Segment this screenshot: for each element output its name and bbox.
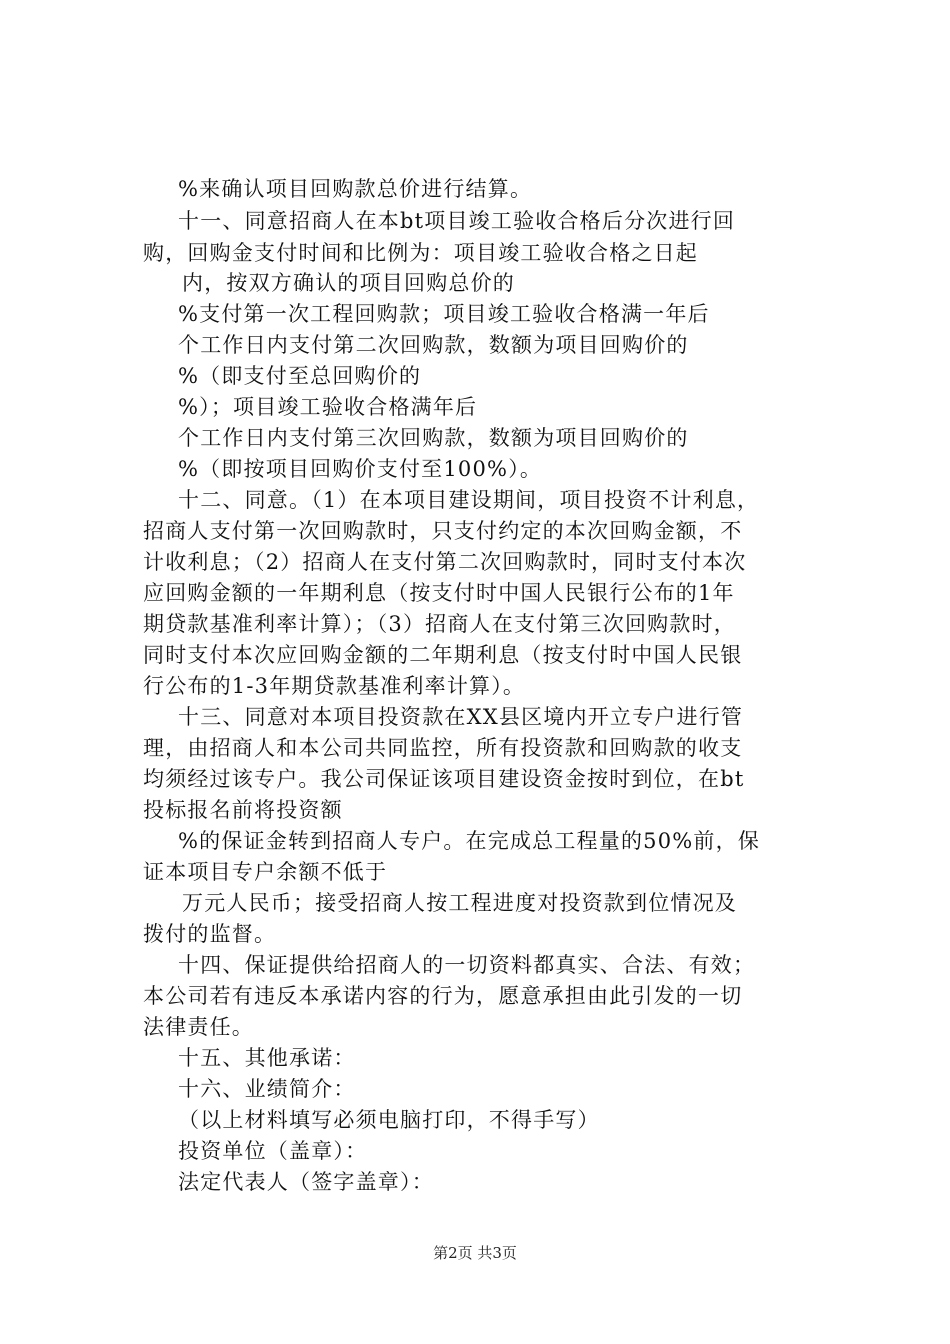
text-line: 招商人支付第一次回购款时，只支付约定的本次回购金额，不	[143, 519, 743, 543]
text-line: 十三、同意对本项目投资款在XX县区境内开立专户进行管	[178, 705, 744, 729]
text-line: %支付第一次工程回购款；项目竣工验收合格满一年后	[178, 302, 710, 326]
text-line: 均须经过该专户。我公司保证该项目建设资金按时到位，在bt	[143, 767, 745, 791]
text-line: 同时支付本次应回购金额的二年期利息（按支付时中国人民银	[143, 643, 743, 667]
text-line: 个工作日内支付第二次回购款，数额为项目回购价的	[178, 333, 689, 357]
text-line: 个工作日内支付第三次回购款，数额为项目回购价的	[178, 426, 689, 450]
text-line: 法律责任。	[143, 1015, 254, 1039]
text-line: 购，回购金支付时间和比例为：项目竣工验收合格之日起	[143, 241, 698, 265]
text-line: 期贷款基准利率计算）；（3）招商人在支付第三次回购款时，	[143, 612, 736, 636]
text-line: 十二、同意。（1）在本项目建设期间，项目投资不计利息，	[178, 488, 760, 512]
text-line: 拨付的监督。	[143, 922, 277, 946]
text-line: %（即支付至总回购价的	[178, 364, 422, 388]
text-line: 理，由招商人和本公司共同监控，所有投资款和回购款的收支	[143, 736, 743, 760]
text-line: 内，按双方确认的项目回购总价的	[182, 271, 515, 295]
text-line: 法定代表人（签字盖章）：	[178, 1170, 434, 1194]
text-line: 本公司若有违反本承诺内容的行为，愿意承担由此引发的一切	[143, 984, 743, 1008]
text-line: 十一、同意招商人在本bt项目竣工验收合格后分次进行回	[178, 209, 736, 233]
text-line: 行公布的1-3年期贷款基准利率计算）。	[143, 674, 526, 698]
text-line: 应回购金额的一年期利息（按支付时中国人民银行公布的1年	[143, 581, 735, 605]
text-line: 投标报名前将投资额	[143, 798, 343, 822]
text-line: 证本项目专户余额不低于	[143, 860, 388, 884]
page-footer: 第2页 共3页	[433, 1244, 517, 1262]
text-line: 十五、其他承诺：	[178, 1046, 356, 1070]
text-line: 十六、业绩简介：	[178, 1077, 356, 1101]
text-line: %来确认项目回购款总价进行结算。	[178, 177, 533, 201]
text-line: 万元人民币；接受招商人按工程进度对投资款到位情况及	[182, 891, 737, 915]
text-line: %（即按项目回购价支付至100%）。	[178, 457, 543, 481]
text-line: 十四、保证提供给招商人的一切资料都真实、合法、有效；	[178, 953, 756, 977]
text-line: 投资单位（盖章）：	[178, 1139, 368, 1163]
text-line: %）；项目竣工验收合格满年后	[178, 395, 478, 419]
text-line: %的保证金转到招商人专户。在完成总工程量的50%前，保	[178, 829, 761, 853]
text-line: 计收利息；（2）招商人在支付第二次回购款时，同时支付本次	[143, 550, 747, 574]
text-line: （以上材料填写必须电脑打印，不得手写）	[178, 1108, 600, 1132]
